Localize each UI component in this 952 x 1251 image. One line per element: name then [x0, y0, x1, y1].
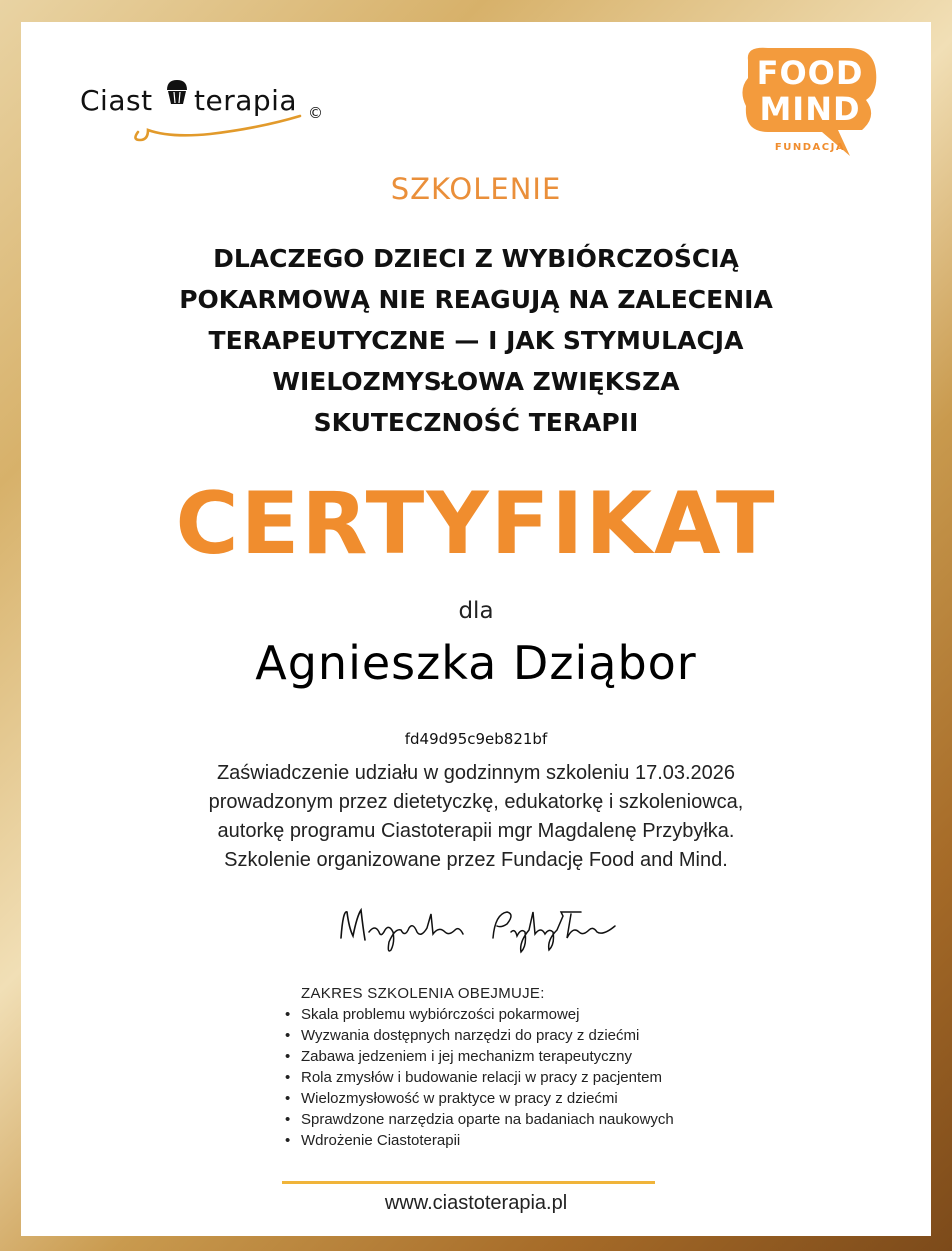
title-line: WIELOZMYSŁOWA ZWIĘKSZA [272, 367, 680, 396]
certificate-code: fd49d95c9eb821bf [404, 730, 548, 748]
scope-heading: ZAKRES SZKOLENIA OBEJMUJE: [301, 985, 545, 1002]
ciastoterapia-logo [80, 76, 340, 151]
certificate-heading: CERTYFIKAT [175, 474, 777, 574]
title-line: TERAPEUTYCZNE — I JAK STYMULACJA [208, 326, 744, 355]
food-mind-sub: FUNDACJA [774, 142, 846, 153]
list-item: • Zabawa jedzeniem i jej mechanizm terapeutyczny [283, 1046, 763, 1067]
description-line: prowadzonym przez dietetyczkę, edukatorkę i szkoleniowca, [208, 791, 744, 813]
swirl-underline-icon [130, 114, 310, 144]
description-line: Zaświadczenie udziału w godzinnym szkoleniu 17.03.2026 [216, 762, 736, 784]
title-line: DLACZEGO DZIECI Z WYBIÓRCZOŚCIĄ [213, 244, 739, 273]
description-line: Szkolenie organizowane przez Fundację Food and Mind. [224, 849, 728, 871]
recipient-name: Agnieszka Dziąbor [255, 636, 697, 690]
training-label: SZKOLENIE [390, 172, 562, 206]
description [0, 759, 952, 875]
copyright-mark: © [308, 104, 323, 122]
list-item: • Wielozmysłowość w praktyce w pracy z dziećmi [283, 1088, 763, 1109]
title-line: SKUTECZNOŚĆ TERAPII [313, 408, 639, 437]
logo-text-right: terapia [194, 84, 298, 117]
website-link[interactable]: www.ciastoterapia.pl [384, 1192, 568, 1214]
food-mind-line2: MIND [759, 90, 861, 128]
description-line: autorkę programu Ciastoterapii mgr Magdalenę Przybyłka. [217, 820, 735, 842]
list-item: • Wdrożenie Ciastoterapii [283, 1130, 763, 1151]
title-line: POKARMOWĄ NIE REAGUJĄ NA ZALECENIA [179, 285, 773, 314]
food-mind-line1: FOOD [756, 54, 864, 92]
cupcake-icon [164, 78, 190, 106]
handwritten-signature [335, 898, 625, 960]
list-item: • Wyzwania dostępnych narzędzi do pracy z dziećmi [283, 1025, 763, 1046]
list-item: • Sprawdzone narzędzia oparte na badaniach naukowych [283, 1109, 763, 1130]
food-mind-logo [738, 44, 880, 160]
logo-text-left: Ciast [80, 84, 153, 117]
footer-divider [282, 1181, 655, 1184]
list-item: • Skala problemu wybiórczości pokarmowej [283, 1004, 763, 1025]
list-item: • Rola zmysłów i budowanie relacji w pracy z pacjentem [283, 1067, 763, 1088]
training-title [0, 238, 952, 443]
scope-list [283, 1004, 763, 1151]
for-label: dla [458, 598, 494, 624]
training-scope [283, 985, 763, 1151]
